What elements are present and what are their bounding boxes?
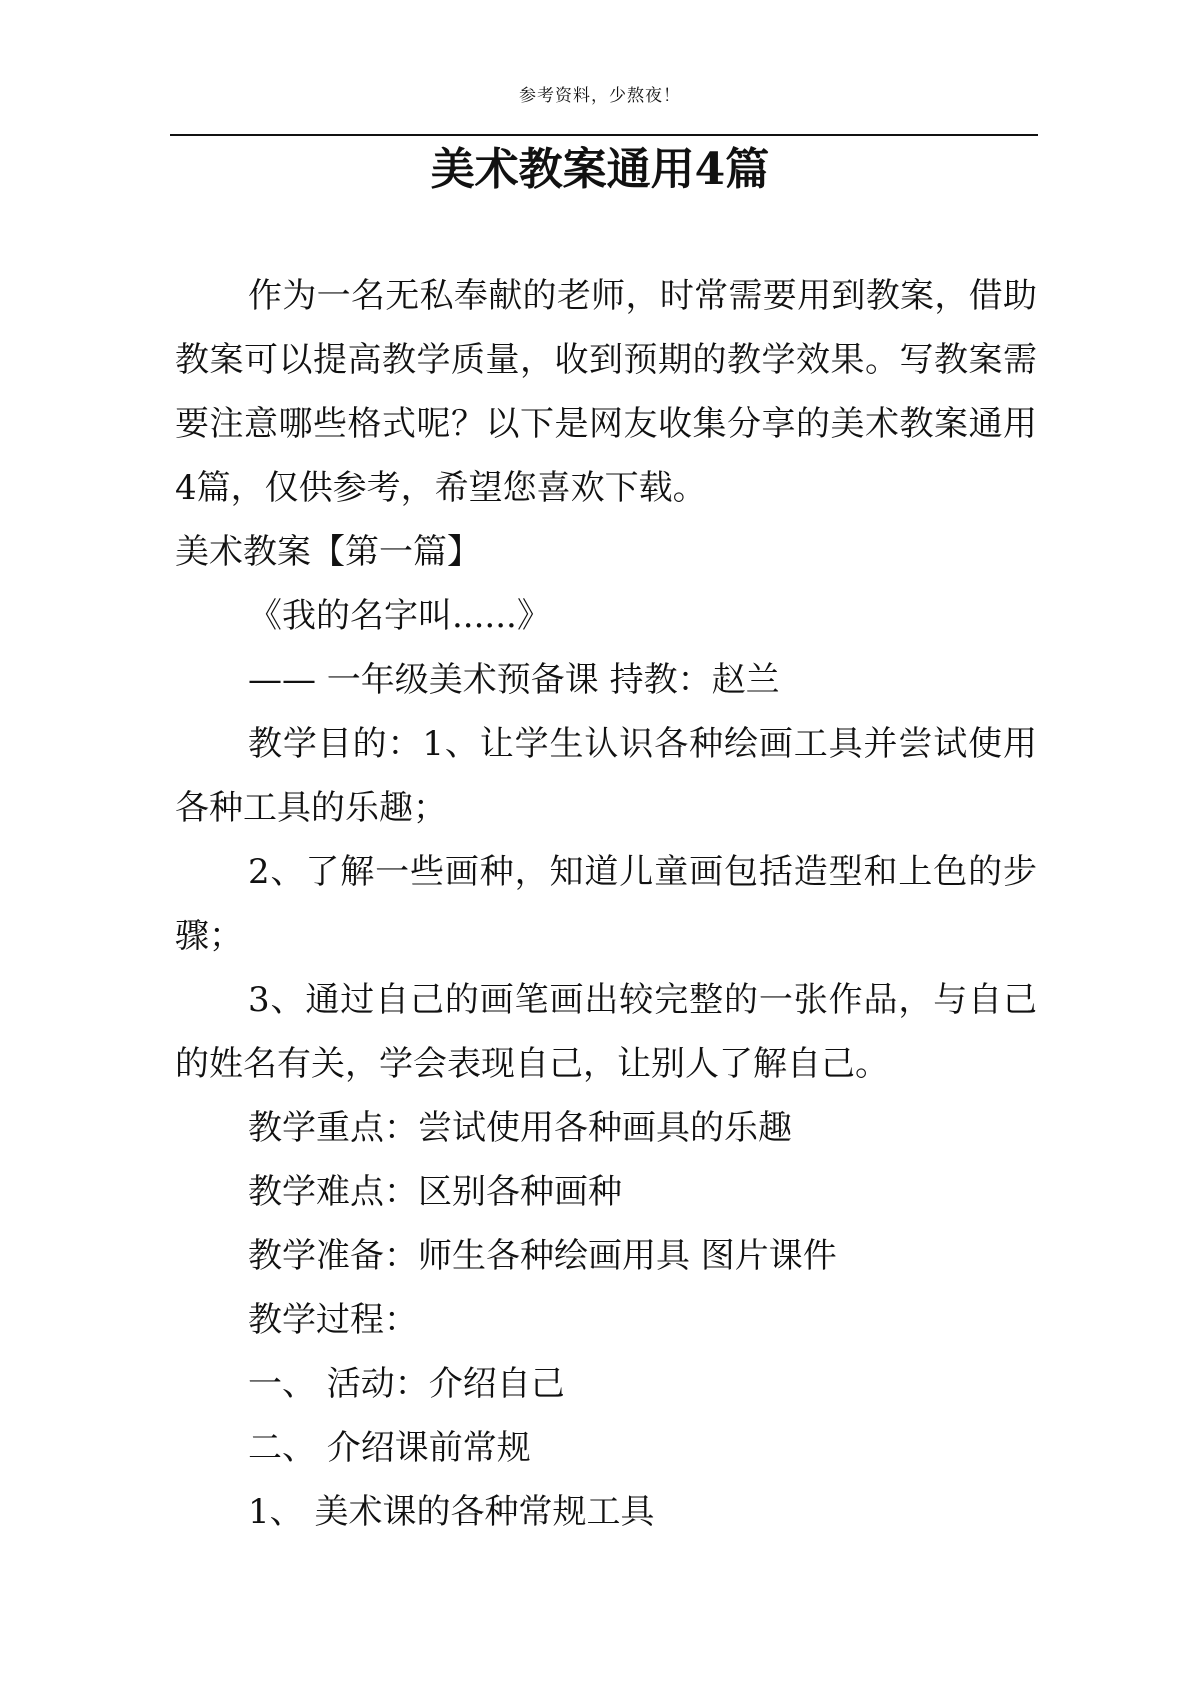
teaching-goal-1: 教学目的：1、让学生认识各种绘画工具并尝试使用各种工具的乐趣； <box>175 724 1037 828</box>
teaching-key-point: 教学重点：尝试使用各种画具的乐趣 <box>248 1108 792 1148</box>
teaching-process: 教学过程： <box>248 1300 418 1340</box>
teaching-goal-3: 3、通过自己的画笔画出较完整的一张作品，与自己的姓名有关，学会表现自己，让别人了解自己。 <box>175 980 1037 1084</box>
section-heading: 美术教案【第一篇】 <box>175 532 481 572</box>
header-note: 参考资料，少熬夜！ <box>519 86 681 106</box>
process-step-1: 一、 活动：介绍自己 <box>248 1364 565 1404</box>
teaching-preparation: 教学准备：师生各种绘画用具 图片课件 <box>248 1236 837 1276</box>
lesson-byline: —— 一年级美术预备课 持教：赵兰 <box>248 660 780 700</box>
process-step-2: 二、 介绍课前常规 <box>248 1428 531 1468</box>
teaching-difficulty: 教学难点：区别各种画种 <box>248 1172 622 1212</box>
intro-paragraph: 作为一名无私奉献的老师，时常需要用到教案，借助教案可以提高教学质量，收到预期的教学效果。写教案需要注意哪些格式呢？以下是网友收集分享的美术教案通用4篇，仅供参考，希望您喜欢下载。 <box>175 276 1037 508</box>
process-step-2-1: 1、 美术课的各种常规工具 <box>248 1492 655 1532</box>
document-title: 美术教案通用4篇 <box>430 144 770 195</box>
lesson-name: 《我的名字叫......》 <box>248 596 551 636</box>
header-divider <box>170 134 1038 136</box>
document-body <box>175 264 1037 1544</box>
teaching-goal-2: 2、了解一些画种，知道儿童画包括造型和上色的步骤； <box>175 852 1037 956</box>
